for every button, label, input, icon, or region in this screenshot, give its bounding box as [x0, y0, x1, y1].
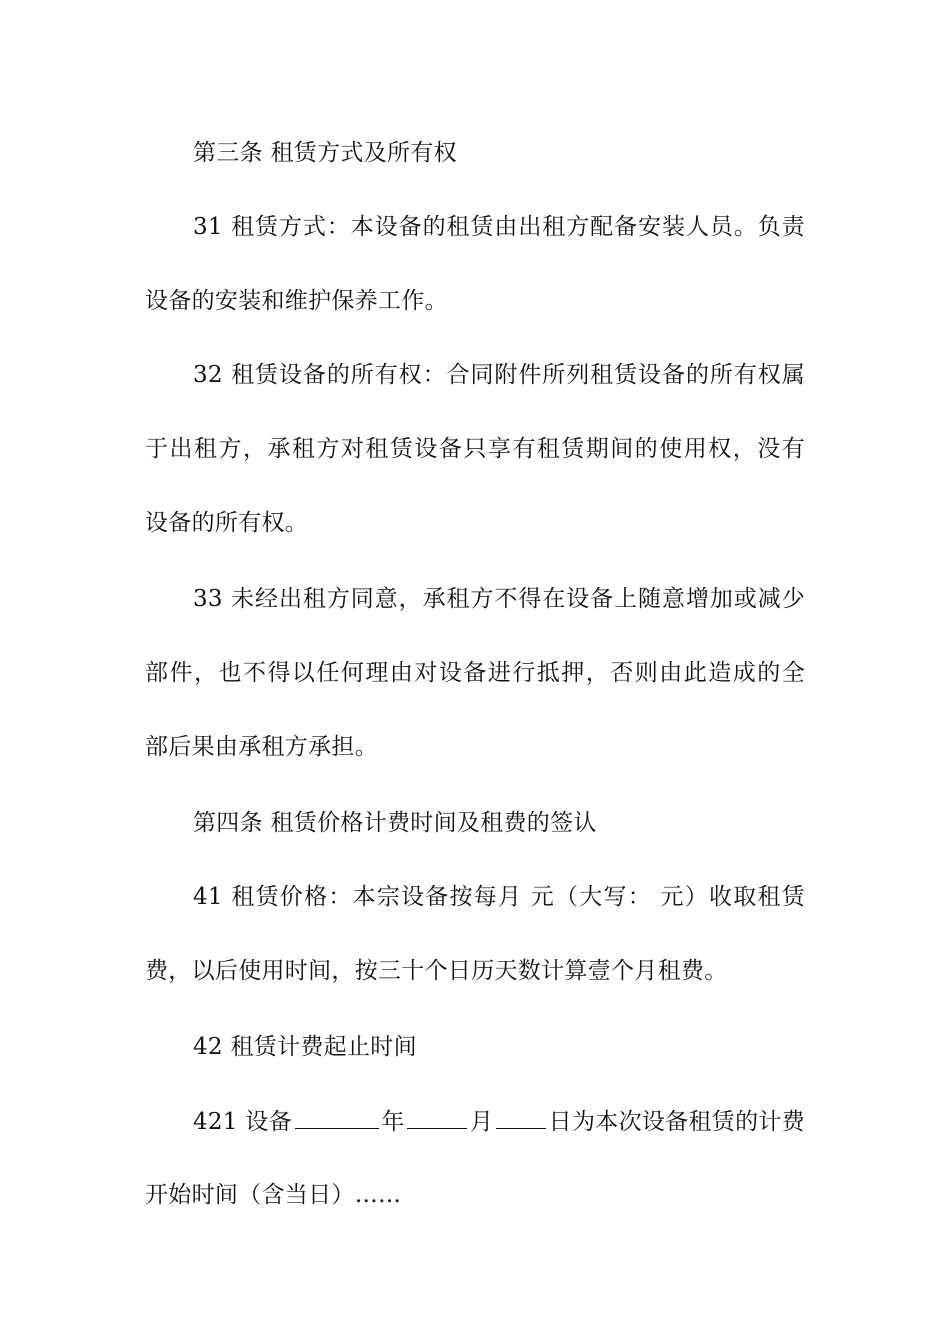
clause-4-1-line-2: 费，以后使用时间，按三十个日历天数计算壹个月租费。 — [145, 958, 728, 984]
month-label: 月 — [470, 1109, 494, 1135]
clause-3-1-line-2: 设备的安装和维护保养工作。 — [145, 288, 448, 314]
clause-3-3-line-3: 部后果由承租方承担。 — [145, 734, 378, 760]
year-label: 年 — [381, 1109, 405, 1135]
clause-3-2-line-3: 设备的所有权。 — [145, 510, 309, 536]
clause-3-1-line-1: 31 租赁方式：本设备的租赁由出租方配备安装人员。负责 — [193, 214, 805, 240]
article-4-heading: 第四条 租赁价格计费时间及租费的签认 — [193, 810, 597, 836]
clause-4-2-1-line-1 — [193, 1106, 805, 1137]
year-blank[interactable] — [295, 1106, 379, 1129]
clause-3-2-line-2: 于出租方，承租方对租赁设备只享有租赁期间的使用权，没有 — [145, 436, 805, 462]
clause-3-3-line-1: 33 未经出租方同意，承租方不得在设备上随意增加或减少 — [193, 586, 805, 612]
clause-3-3-line-2: 部件，也不得以任何理由对设备进行抵押，否则由此造成的全 — [145, 660, 805, 686]
month-blank[interactable] — [407, 1106, 467, 1129]
clause-3-2-line-1: 32 租赁设备的所有权：合同附件所列租赁设备的所有权属 — [193, 362, 805, 388]
clause-4-1-line-1: 41 租赁价格：本宗设备按每月 元（大写： 元）收取租赁 — [193, 884, 805, 910]
day-suffix: 日为本次设备租赁的计费 — [548, 1109, 805, 1135]
article-3-heading: 第三条 租赁方式及所有权 — [193, 140, 457, 166]
day-blank[interactable] — [496, 1106, 546, 1129]
clause-prefix: 421 设备 — [193, 1109, 293, 1135]
clause-4-2-1-line-2: 开始时间（含当日）…… — [145, 1182, 402, 1208]
clause-4-2-heading: 42 租赁计费起止时间 — [193, 1034, 417, 1060]
